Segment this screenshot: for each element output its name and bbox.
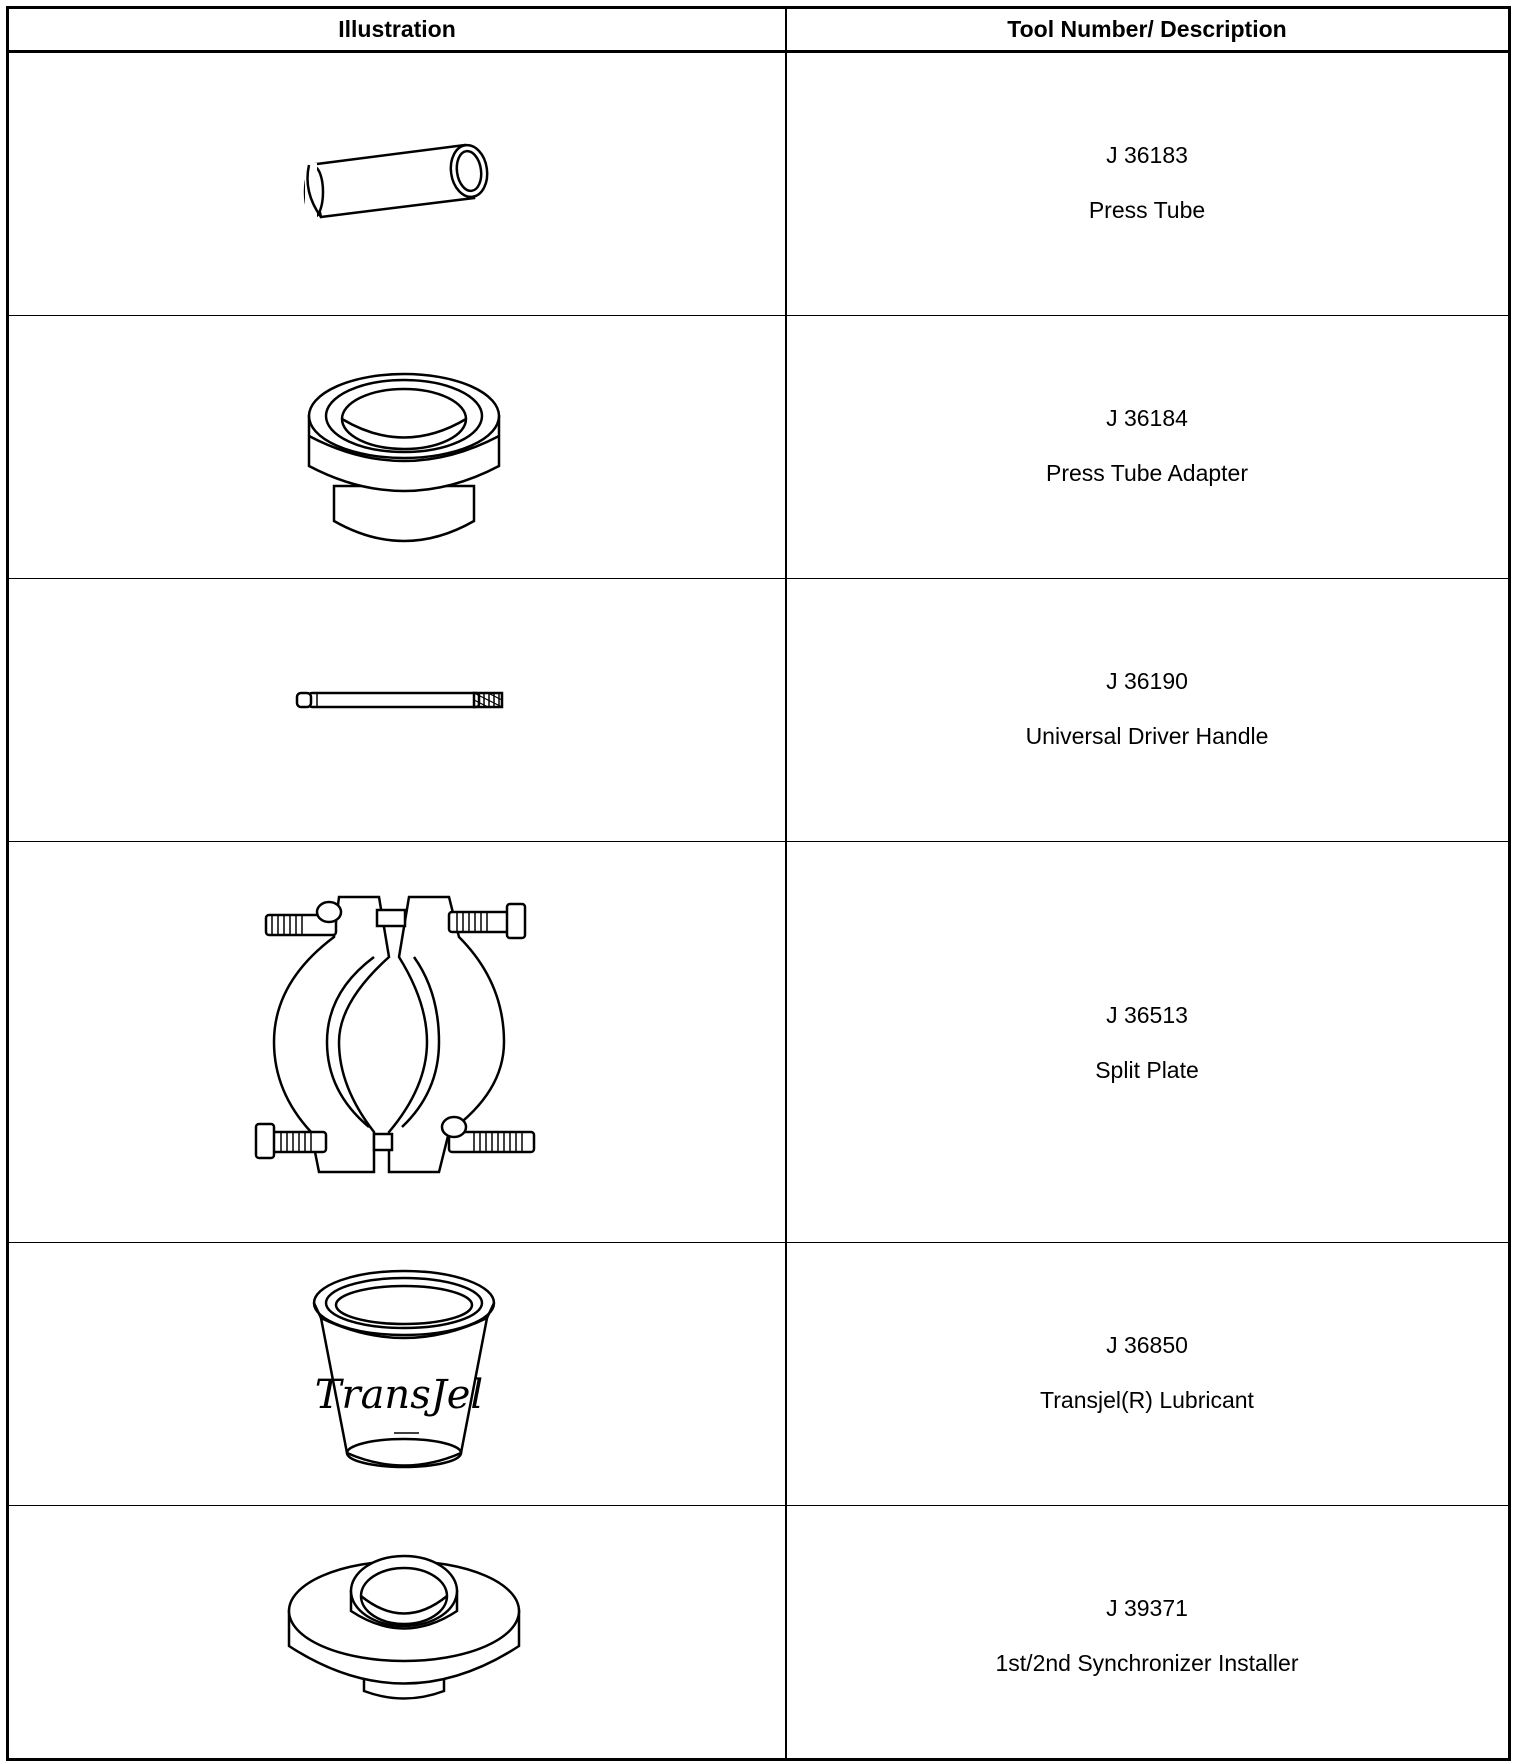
illustration-cell [9, 53, 785, 315]
header-illustration: Illustration [338, 16, 456, 42]
tool-name: Press Tube [1088, 197, 1206, 223]
tool-table [6, 6, 1511, 1761]
table-row [9, 1243, 1508, 1506]
description-cell [786, 53, 1508, 315]
table-row [9, 842, 1508, 1243]
table-row [9, 1506, 1508, 1758]
tool-name: Universal Driver Handle [1025, 723, 1269, 749]
jar-label: TransJel [314, 1372, 484, 1418]
description-cell [786, 1243, 1508, 1505]
tool-number: J 36850 [1106, 1332, 1188, 1358]
tool-name: Split Plate [1095, 1057, 1199, 1083]
press-tube-adapter-icon [9, 316, 785, 579]
tool-number: J 36190 [1106, 668, 1188, 694]
tool-number: J 39371 [1106, 1595, 1188, 1621]
lubricant-jar-icon [9, 1243, 785, 1506]
driver-handle-icon [9, 579, 785, 842]
description-cell [786, 842, 1508, 1242]
tool-name: 1st/2nd Synchronizer Installer [995, 1650, 1299, 1676]
illustration-cell [9, 1506, 785, 1758]
illustration-cell [9, 579, 785, 841]
description-cell [786, 1506, 1508, 1758]
press-tube-icon [9, 53, 785, 316]
split-plate-icon [9, 842, 785, 1243]
tool-number: J 36184 [1106, 405, 1188, 431]
synchronizer-installer-icon [9, 1506, 785, 1758]
tool-number: J 36513 [1106, 1002, 1188, 1028]
description-cell [786, 316, 1508, 578]
header-description: Tool Number/ Description [1007, 16, 1287, 42]
tool-name: Transjel(R) Lubricant [1040, 1387, 1254, 1413]
description-cell [786, 579, 1508, 841]
tool-number: J 36183 [1106, 142, 1188, 168]
table-row [9, 53, 1508, 316]
table-row [9, 579, 1508, 842]
illustration-cell [9, 842, 785, 1242]
tool-name: Press Tube Adapter [1045, 460, 1248, 486]
table-header [9, 9, 1508, 53]
illustration-cell [9, 316, 785, 578]
illustration-cell [9, 1243, 785, 1505]
table-row [9, 316, 1508, 579]
